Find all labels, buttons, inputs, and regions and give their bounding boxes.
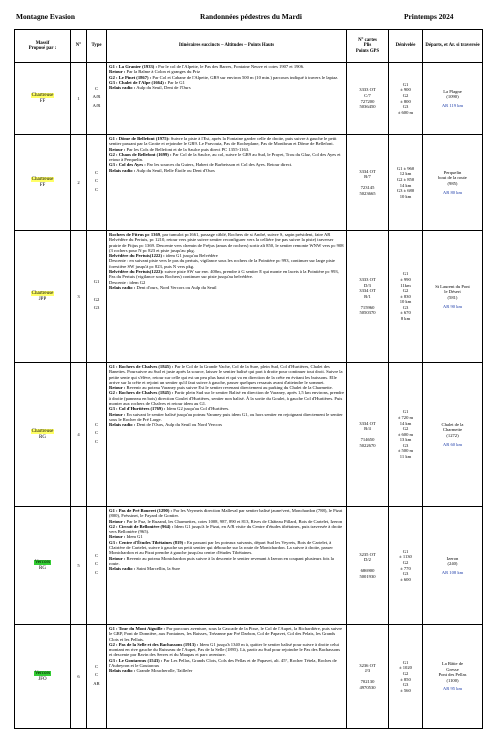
- table-header-row: [15, 30, 483, 63]
- itinerary-cell: [107, 363, 347, 507]
- itinerary-text: Descente : idem G2: [109, 279, 146, 285]
- itinerary-paragraph: [109, 566, 344, 571]
- departure-value: Izeron: [446, 555, 459, 561]
- type-value: C: [94, 569, 99, 575]
- map-gps-cell: [347, 231, 389, 363]
- departure-value: (1090): [446, 94, 459, 100]
- itinerary-heading: G2 : Pas de la Selle et des Bachassons (1913) :: [109, 641, 199, 647]
- elevation-value: 10 km: [399, 299, 412, 305]
- itinerary-paragraph: [109, 232, 344, 253]
- departure-cell: [423, 625, 483, 729]
- elevation-value: G1: [402, 271, 409, 277]
- type-value: G1: [93, 279, 100, 285]
- map-gps-value: 5023665: [359, 190, 376, 196]
- map-gps-value: 3333 OT: [359, 276, 376, 282]
- carte-header-line: Plis: [363, 43, 372, 49]
- elevation-value: 11km: [400, 282, 411, 288]
- itinerary-heading: Belvédère du Pertuis(1222):: [109, 269, 164, 275]
- massif-cell: [15, 625, 71, 729]
- route-number: 3: [71, 231, 87, 363]
- massif-cell: [15, 363, 71, 507]
- elevation-value: ± 600 m: [397, 431, 414, 437]
- elevation-value: ± 850: [400, 676, 411, 682]
- itinerary-paragraph: [109, 540, 344, 556]
- type-gap: [88, 108, 105, 111]
- departure-cell: [423, 507, 483, 625]
- itinerary-heading: Relais radio :: [109, 167, 136, 173]
- type-value: C: [94, 672, 99, 678]
- round-trip-distance: AR 90 km: [442, 303, 463, 309]
- elevation-value: G2: [402, 426, 409, 432]
- type-gap: [88, 444, 105, 447]
- itinerary-paragraph: [109, 269, 344, 280]
- itinerary-text: Dent de l'Ours, Aulp du Seuil ou Nord Vercors: [135, 422, 223, 428]
- table-row: [15, 231, 483, 363]
- type-value: A/R: [92, 102, 101, 108]
- map-gps-cell: [347, 363, 389, 507]
- col-itin: Itinéraires succincts – Altitudes – Points Hauts: [107, 30, 347, 63]
- itinerary-cell: [107, 625, 347, 729]
- elevation-value: 11 km: [399, 454, 412, 460]
- massif-cell: [15, 507, 71, 625]
- elevation-value: 14 km: [399, 182, 412, 188]
- carte-header-line: Points GPS: [355, 48, 380, 54]
- round-trip-distance: AR 95 km: [442, 686, 463, 692]
- col-num: N°: [71, 30, 87, 63]
- itinerary-cell: [107, 231, 347, 363]
- itinerary-text: Par les Cols de Bellefont et de la Saulce puis direct PC 1355-1163.: [125, 146, 250, 152]
- massif-name: Chartreuse: [31, 429, 54, 435]
- itinerary-heading: G1 : Pas de Pré Bourret (1290) :: [109, 508, 173, 513]
- proposer-name: JFO: [38, 676, 47, 682]
- type-cell: [87, 625, 107, 729]
- elevation-value: ± 560: [400, 687, 411, 693]
- round-trip-distance: AR 60 km: [442, 441, 463, 447]
- itinerary-heading: G1 : Tour du Mont Aiguille :: [109, 626, 166, 631]
- round-trip-distance: AR 119 km: [441, 102, 464, 108]
- elevation-value: G3: [402, 442, 409, 448]
- itinerary-heading: G3 : Col d'Hurtières (1769) :: [109, 406, 166, 412]
- departure-cell: [423, 231, 483, 363]
- departure-value: (1272): [446, 433, 459, 438]
- itinerary-cell: [107, 63, 347, 135]
- departure-value: (581): [447, 295, 458, 300]
- elevation-value: G3: [402, 304, 409, 310]
- itinerary-paragraph: [109, 556, 344, 567]
- elevation-value: ± 900: [400, 87, 411, 93]
- carte-header-line: N° cartes: [358, 38, 377, 44]
- map-gps-value: 3236 OT: [359, 662, 376, 668]
- elevation-value: G2: [402, 559, 409, 565]
- elevation-value: ± 800: [400, 98, 411, 104]
- map-gps-value: 3333 OT: [359, 87, 376, 93]
- departure-value: (1100): [446, 677, 459, 683]
- departure-value: Charmette: [442, 427, 463, 433]
- itinerary-paragraph: [109, 168, 344, 173]
- elevation-value: 13 km: [399, 437, 412, 443]
- elevation-value: G3: [402, 571, 409, 577]
- table-row: [15, 363, 483, 507]
- table-row: [15, 507, 483, 625]
- itinerary-cell: [107, 507, 347, 625]
- map-gps-value: B/7: [364, 174, 371, 180]
- itinerary-text: Par les Veyrnets direction Malleval par sentier balisé jaune/vert, Monchardon (788), le Pizat (800), Fréssinet, le Fayard de Gontier.: [109, 508, 343, 519]
- map-gps-value: B/4: [364, 426, 371, 432]
- map-gps-value: C/7: [364, 92, 371, 98]
- proposer-name: RG: [39, 565, 46, 571]
- type-value: G2: [93, 296, 100, 302]
- document-title: Randonnées pédestres du Mardi: [200, 12, 302, 21]
- col-carte: [347, 30, 389, 63]
- type-value: C: [94, 552, 99, 558]
- itinerary-text: Par le col de l'Alpette, le Pas des Barres, Fontaine Neuve et cotes 1907 et 1906.: [157, 64, 305, 69]
- elevation-cell: [389, 231, 423, 363]
- elevation-value: G1: [402, 409, 409, 415]
- departure-value: La Plagne: [443, 88, 462, 94]
- map-gps-value: D/3: [364, 282, 371, 288]
- itinerary-paragraph: [109, 422, 344, 427]
- type-value: AR: [93, 680, 100, 686]
- type-value: A/R: [92, 94, 101, 100]
- itinerary-paragraph: [109, 524, 344, 535]
- itinerary-text: Par Les Pellas, Grands Clots, Cols des Pellas et de Papavet, alt. 45°, Rocher Tétela, Roches de l'Aubeyron et le Goutaroux: [109, 657, 337, 669]
- itinerary-heading: G1 : La Granier (1933) :: [109, 64, 158, 69]
- itinerary-text: Revenir au poteau Montchardon puis suivre à la descente le sentier revenant à Izeron en coupant plusieurs fois la route.: [109, 555, 334, 566]
- map-gps-value: 3334 OT: [359, 288, 376, 294]
- elevation-value: ± 770: [400, 565, 411, 571]
- itinerary-paragraph: [109, 364, 344, 385]
- type-cell: [87, 507, 107, 625]
- elevation-value: 8 km: [400, 316, 411, 322]
- map-gps-value: 3235 OT: [359, 551, 376, 557]
- itinerary-heading: Retour :: [109, 69, 126, 75]
- departure-value: Chalet de la: [441, 421, 464, 427]
- type-cell: [87, 135, 107, 231]
- itinerary-text: Idem G1 jusqu'à 1340 m à, quitter le sentier balisé pour suivre à droite celui montant en rive gauche du Ruisseau de l'Aupet, Pas de la Selle (1895). Là, partir au Sud pour rejoindre le Pas des Bachassons et descente par Ravin des Serres et du Maupas et parc aventure.: [109, 641, 341, 658]
- round-trip-distance: AR 108 km: [441, 569, 464, 575]
- itinerary-text: Par Col de la Saulce, au col, suivre le GR9 au Sud, le Prayet, Trou du Glaz, Col des Ayes et retour à Perquelin.: [109, 151, 341, 163]
- itinerary-text: Descente : en suivant piste vers le pas du pertuis, vigilance sous les rochers de la Pointière pc 993, continuer sur large piste forestière SW jusqu'à pc 823, puis N vers pkg.: [109, 258, 335, 269]
- itinerary-text: Par le G1: [166, 79, 185, 85]
- itinerary-heading: G2 : Chaos de Bellefont (1699) :: [109, 151, 172, 157]
- itinerary-paragraph: [109, 390, 344, 406]
- type-value: C: [94, 663, 99, 669]
- itinerary-text: Par les sources du Guiers, Habert de Barbeisson et Col des Ayes. Retour direct.: [145, 162, 293, 168]
- elevation-cell: [389, 63, 423, 135]
- itinerary-text: Aulp du Seuil, Belle Étoile ou Dent d'Ours: [135, 167, 215, 173]
- elevation-value: G3: [402, 104, 409, 110]
- elevation-value: G2 ± 850: [396, 176, 415, 182]
- itinerary-heading: G1 : Rochers de Chalves (1845) :: [109, 364, 174, 369]
- departure-cell: [423, 135, 483, 231]
- elevation-value: ± 600: [400, 576, 411, 582]
- elevation-value: ± 1130: [399, 554, 412, 560]
- massif-name: Chartreuse: [31, 177, 54, 183]
- itinerary-heading: Relais radio :: [109, 422, 136, 428]
- departure-cell: [423, 363, 483, 507]
- itinerary-text: Saint Marcellin, la Sure: [135, 566, 181, 572]
- itinerary-heading: Retour :: [109, 518, 126, 524]
- elevation-value: G1: [402, 81, 409, 87]
- type-value: C: [94, 421, 99, 427]
- massif-header-line: Massif: [35, 40, 50, 46]
- itinerary-text: Dent d'ours, Nord Vercors ou Aulp du Seuil: [135, 284, 217, 290]
- itinerary-text: idem G1 jusqu'au Belvédère: [164, 253, 218, 259]
- itinerary-heading: Relais radio :: [109, 85, 136, 91]
- type-gap: [88, 686, 105, 689]
- elevation-value: ± 1020: [399, 665, 412, 671]
- itinerary-heading: Retour :: [109, 146, 126, 152]
- elevation-value: ± 720 m: [397, 414, 414, 420]
- massif-name: Vercors: [34, 671, 51, 677]
- map-gps-cell: [347, 135, 389, 231]
- itinerary-heading: Rochers de Fitrus pc 1369: [109, 232, 161, 237]
- type-value: C: [94, 438, 99, 444]
- itinerary-text: Grande Moucherolle, Taillefer: [135, 668, 193, 674]
- map-gps-value: 714650: [360, 437, 375, 443]
- departure-value: (985): [447, 181, 458, 186]
- itinerary-heading: Relais radio :: [109, 284, 136, 290]
- itinerary-heading: Retour :: [109, 411, 126, 417]
- itinerary-text: En passant par les poteaux suivants, départ Sud les Veyrets, Bois de Cartelet, à Clairière de Cartelet, suivre à gauche un petit sentier qui débouche sur la route de Montchardon. La suivre à droite, passer Montchardon et au Pizat prendre à gauche jusqu'au centre d'études Tibétaines.: [109, 539, 333, 556]
- itinerary-paragraph: [109, 152, 344, 163]
- type-value: C: [94, 186, 99, 192]
- map-gps-value: 5001930: [359, 573, 376, 579]
- elevation-value: ± 670: [400, 310, 411, 316]
- season-label: Printemps 2024: [404, 12, 454, 21]
- departure-value: Gresse: [446, 666, 459, 672]
- massif-cell: [15, 63, 71, 135]
- type-gap: [88, 575, 105, 578]
- elevation-value: 10 km: [399, 193, 412, 199]
- map-gps-value: 686900: [360, 568, 375, 574]
- itinerary-heading: G1 : Dôme de Bellefont (1975):: [109, 136, 170, 141]
- itinerary-paragraph: [109, 136, 344, 147]
- massif-name: Chartreuse: [31, 291, 54, 297]
- itinerary-heading: Retour :: [109, 385, 126, 391]
- itinerary-text: Idem G2 jusqu'au Col d'Hurtières.: [165, 406, 230, 412]
- map-gps-value: D/2: [364, 557, 371, 563]
- type-gap: [88, 192, 105, 195]
- map-gps-value: B/1: [364, 293, 371, 299]
- elevation-value: G3 ± 680: [396, 188, 415, 194]
- itinerary-heading: Relais radio :: [109, 668, 136, 674]
- elevation-value: G1 ± 960: [396, 165, 415, 171]
- map-gps-value: 3334 OT: [359, 420, 376, 426]
- map-gps-value: 4970530: [359, 684, 376, 690]
- map-gps-value: 727200: [360, 98, 375, 104]
- itinerary-heading: Relais radio :: [109, 566, 136, 572]
- table-row: [15, 625, 483, 729]
- map-gps-value: 5050370: [359, 310, 376, 316]
- elevation-value: ± 600 m: [397, 109, 414, 115]
- itinerary-paragraph: [109, 668, 344, 673]
- proposer-name: RG: [39, 434, 46, 440]
- itinerary-paragraph: [109, 642, 344, 658]
- elevation-cell: [389, 625, 423, 729]
- itinerary-text: , par tumulot pc1661, passage câblé, Rochers de st André, suivre S, sapin président, faire AR Belvédère du Pertuis, pc 1210, retour vers piste suivre sentier reconfigurer vers la celliére (ne pas suivre la piste) traverser prairie de Fitjus pc 1369. Descente vers chemin de Fréjus (amas de rochers) sortir alt 850, le sentier remonte WNW vers pc 908 (3 rochers pour N pc 823 et piste jusqu'au pkg.: [109, 232, 344, 253]
- itinerary-text: En suivant le sentier balisé jusqu'au poteau Varaney puis idem G1, ou hors sentier en rejoignant directement le sentier sous le Rocher de Pré Large.: [109, 411, 343, 422]
- type-value: C: [94, 178, 99, 184]
- itinerary-text: Aulp du Seuil, Dent de l'Ours: [135, 85, 191, 91]
- proposer-name: JPP: [38, 296, 47, 302]
- massif-header-line: Proposé par :: [28, 46, 57, 51]
- massif-cell: [15, 231, 71, 363]
- itinerary-paragraph: [109, 508, 344, 519]
- route-number: 1: [71, 63, 87, 135]
- type-cell: [87, 363, 107, 507]
- departure-value: Pont des Pellas: [438, 672, 467, 678]
- elevation-cell: [389, 507, 423, 625]
- route-number: 6: [71, 625, 87, 729]
- itinerary-text: Idem G1 jusqu'à le Pizat, en A/R visite du Centre d'études tibétaines, puis traversée à droite vers Belloniére (965).: [109, 523, 343, 535]
- massif-name: Vercors: [34, 560, 51, 566]
- col-massif: [15, 30, 71, 63]
- map-gps-cell: [347, 625, 389, 729]
- round-trip-distance: AR 80 km: [442, 189, 463, 195]
- map-gps-cell: [347, 63, 389, 135]
- departure-value: La Bâtie de: [441, 661, 464, 667]
- map-gps-value: J/3: [364, 668, 371, 674]
- type-cell: [87, 231, 107, 363]
- itinerary-text: Partir plein Sud sur le sentier Balisé en direction de Varaney, après 1,5 km environs, prendre à droite (panneau en bois) direction Goulet d'Hurtières, sentier non balisé. À la sortie du Goulet, à gauche Col d'Hurtières. Puis monter aux rochers de Chalves et retour idem au G1.: [109, 390, 344, 407]
- map-gps-value: 702130: [360, 679, 375, 685]
- map-gps-value: 5036450: [359, 104, 376, 110]
- itinerary-text: Par parcours aventure, sous la Cascade de la Pisse, le Col de l'Aupet, la Richardière, puis suivre le GRP, Pont de Donnière, aux Fontaines, les Baisses, Trézanne par Pré Darbon, Col de Papavet, Col des Pelais, les Grands Clots et les Pellats.: [109, 626, 343, 642]
- departure-value: bout de la route: [438, 175, 467, 181]
- route-number: 5: [71, 507, 87, 625]
- elevation-value: G1: [402, 548, 409, 554]
- departure-value: Perquelin: [443, 169, 462, 175]
- itinerary-text: Par la Balme à Colon et granges du Priz: [125, 69, 201, 75]
- elevation-cell: [389, 363, 423, 507]
- type-gap: [88, 311, 105, 314]
- itinerary-paragraph: [109, 258, 344, 269]
- map-gps-cell: [347, 507, 389, 625]
- departure-value: (240): [447, 561, 458, 567]
- col-type: Type: [87, 30, 107, 63]
- map-gps-value: 3334 OT: [359, 168, 376, 174]
- itinerary-paragraph: [109, 285, 344, 290]
- proposer-name: FF: [39, 182, 46, 188]
- elevation-value: G2: [402, 92, 409, 98]
- col-dep: Départs, et Ar. si traversée: [423, 30, 483, 63]
- elevation-value: 12 km: [399, 171, 412, 177]
- itinerary-heading: G2 : Circuit de Belloniére (964) :: [109, 523, 174, 529]
- departure-value: le Désert: [444, 289, 461, 295]
- elevation-value: ± 990: [400, 276, 411, 282]
- itinerary-heading: Retour :: [109, 555, 126, 561]
- elevation-value: G2: [402, 670, 409, 676]
- route-number: 2: [71, 135, 87, 231]
- itinerary-heading: G3 : Col des Ayes :: [109, 162, 146, 168]
- elevation-value: 14 km: [399, 420, 412, 426]
- itinerary-paragraph: [109, 412, 344, 423]
- departure-value: St Laurent du Pont: [435, 283, 470, 289]
- elevation-cell: [389, 135, 423, 231]
- map-gps-value: 723145: [360, 185, 375, 191]
- massif-cell: [15, 135, 71, 231]
- elevation-value: G1: [402, 659, 409, 665]
- club-name: Montagne Evasion: [16, 12, 75, 21]
- itinerary-text: Revenir au poteau Varaney puis suivre Est le sentier revenant directement au parking du Chalet de la Charmette.: [125, 385, 333, 391]
- itinerary-cell: [107, 135, 347, 231]
- table-row: [15, 135, 483, 231]
- itinerary-paragraph: [109, 626, 344, 642]
- hikes-table: [14, 29, 483, 729]
- departure-cell: [423, 63, 483, 135]
- map-gps-value: 5022670: [359, 442, 376, 448]
- massif-name: Chartreuse: [31, 93, 54, 99]
- itinerary-heading: Retour :: [109, 534, 126, 540]
- itinerary-heading: G2 : Le Pinet (1867) :: [109, 74, 152, 80]
- itinerary-heading: G3 : Le Goutaroux (1543) :: [109, 657, 163, 663]
- itinerary-heading: G2 : Rochers de Chalves (1845) :: [109, 390, 174, 396]
- elevation-value: G2: [402, 288, 409, 294]
- itinerary-text: Par Col et Cabane de l'Alpette, GR9 sur environ 500 m (10 min.) parcours indiqué à travers le lapiaz.: [151, 74, 339, 80]
- itinerary-heading: G3 : Centre d'Études Tibétaines (819) :: [109, 539, 186, 545]
- elevation-value: ± 830: [400, 293, 411, 299]
- type-value: C: [94, 85, 99, 91]
- route-number: 4: [71, 363, 87, 507]
- itinerary-text: Par le Col de la Grande Vache, Col de la Sure, plein Sud, Col d'Hurtières, Chalet des Banettes. Poursuivre au Sud et juste après la source, laisser le sentier balisé qui part à droite pour continuer tout droit. Suivre la petite sente qui s'élève, retour sur celle qui est un peu plus haut et qui va en direction de la crête en évitant les buissons. Elle arrive sur la crête et rejoint un sentier qu'il faut suivre à gauche, passer quelques ressauts avant d'atteindre le sommet.: [109, 364, 343, 385]
- proposer-name: FF: [39, 98, 46, 104]
- map-gps-value: 715960: [360, 304, 375, 310]
- table-row: [15, 63, 483, 135]
- type-value: C: [94, 430, 99, 436]
- elevation-value: ± 500 m: [397, 448, 414, 454]
- type-value: C: [94, 169, 99, 175]
- itinerary-text: suivre piste SW sur env. 400m, prendre à G sentier E qui monte en lacets à la Pointière pc 993, Pas du Pertuis (vigilance sous Rochers) continuer sur piste jusqu'au belvédère.: [109, 269, 339, 280]
- col-deniv: Dénivelée: [389, 30, 423, 63]
- type-value: C: [94, 561, 99, 567]
- page-header: [0, 12, 495, 24]
- itinerary-text: Suivre la piste à l'Est, après la Fontaine garder celle de droite, puis suivre à gauche le petit sentier passant par la Grotte et rejoindre le GR9. Le Pravouta, Pas de Rocheplane, Pas de Montbrun et Dôme de Bellefont.: [109, 136, 337, 147]
- itinerary-heading: G3 : Chalet de l'Alpe (1664) :: [109, 79, 167, 85]
- type-cell: [87, 63, 107, 135]
- itinerary-heading: Belvédère du Pertuis(1222) :: [109, 253, 165, 259]
- itinerary-text: Par le Fuz, le Ruzand, les Charmettes, cotes 1008, 987, 890 et 813, Rives de Château Pillard, Bois de Cartelet, Izeron: [125, 518, 343, 524]
- itinerary-paragraph: [109, 658, 344, 669]
- type-value: G3: [93, 305, 100, 311]
- elevation-value: G3: [402, 682, 409, 688]
- itinerary-text: Idem G1: [125, 534, 143, 540]
- itinerary-paragraph: [109, 85, 344, 90]
